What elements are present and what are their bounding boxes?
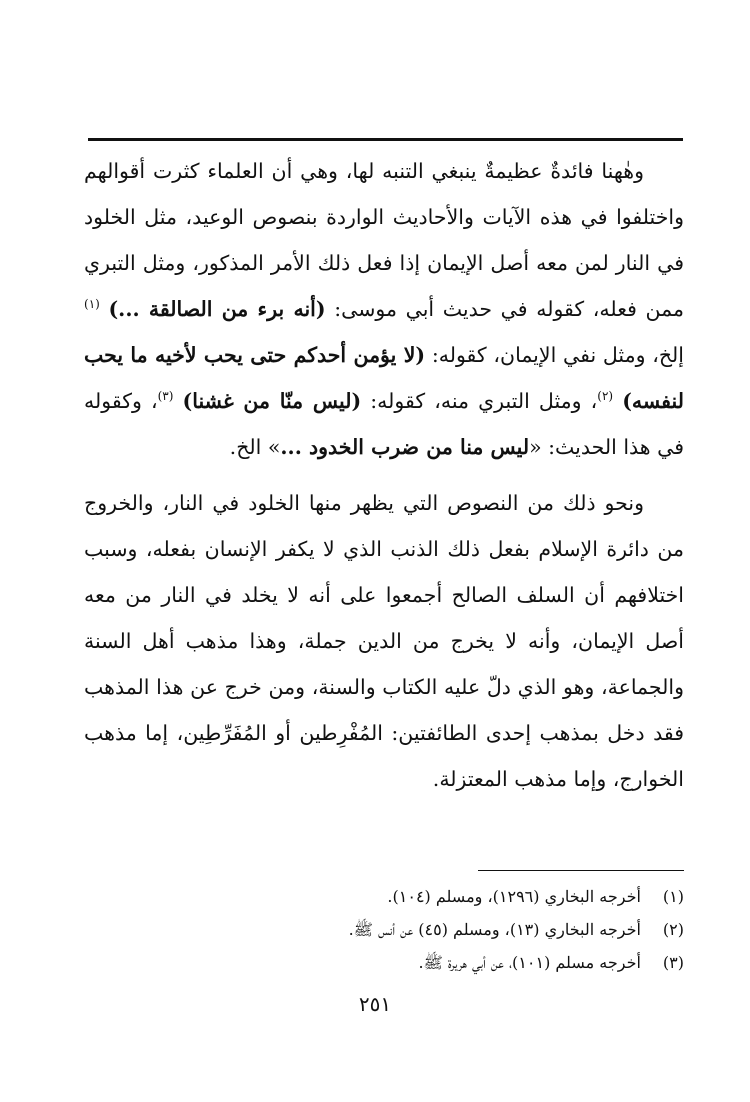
footnotes <box>200 880 684 979</box>
footnote-ref: (٣) <box>157 389 174 404</box>
footnote-text: أخرجه البخاري (١٢٩٦)، ومسلم (١٠٤). <box>387 887 641 906</box>
footnote-text: أخرجه مسلم (١٠١)، عن أبي هريرة ﷺ. <box>418 953 641 972</box>
top-rule <box>88 138 683 141</box>
footnote-text: أخرجه البخاري (١٣)، ومسلم (٤٥) عن أنس ﷺ. <box>348 920 641 939</box>
footnote-ref: (١) <box>84 297 100 312</box>
hadith-quote: (أنه برء من الصالقة ...) <box>108 297 326 321</box>
paragraph-1 <box>84 148 684 470</box>
footnote-number: (٢) <box>662 920 684 939</box>
footnote-number: (٣) <box>662 953 684 972</box>
text-segment: وهٰهنا فائدةٌ عظيمةٌ ينبغي التنبه لها، وهي أن العلماء كثرت أقوالهم واختلفوا في هذه الآيات والأحاديث الواردة بنصوص الوعيد، مثل الخلود في النار لمن معه أصل الإيمان إذا فعل ذلك الأمر المذكور، ومثل التبري ممن فعله، كقوله في حديث أبي موسى: <box>84 159 684 321</box>
hadith-quote: (لا يؤمن أحدكم حتى يحب لأخيه ما يحب لنفسه) <box>84 343 684 413</box>
text-segment: إلخ، ومثل نفي الإيمان، كقوله: <box>425 343 684 367</box>
body-text <box>84 148 684 802</box>
footnote-item <box>200 946 684 979</box>
footnote-ref: (٢) <box>597 389 614 404</box>
footnote-number: (١) <box>662 887 684 906</box>
text-segment: ، ومثل التبري منه، كقوله: <box>361 389 598 413</box>
text-segment: » الخ. <box>229 435 281 459</box>
hadith-quote: ليس منا من ضرب الخدود ... <box>280 435 530 459</box>
page-number: ٢٥١ <box>358 992 392 1016</box>
paragraph-2: ونحو ذلك من النصوص التي يظهر منها الخلود في النار، والخروج من دائرة الإسلام بفعل ذلك الذنب الذي لا يكفر الإنسان بفعله، وسبب اختلافهم أن السلف الصالح أجمعوا على أنه لا يخلد في النار من معه أصل الإيمان، وأنه لا يخرج من الدين جملة، وهذا مذهب أهل السنة والجماعة، وهو الذي دلّ عليه الكتاب والسنة، ومن خرج عن هذا المذهب فقد دخل بمذهب إحدى الطائفتين: المُفْرِطين أو المُفَرِّطِين، إما مذهب الخوارج، وإما مذهب المعتزلة. <box>84 491 684 791</box>
footnote-rule <box>478 870 684 871</box>
footnote-item <box>200 880 684 913</box>
footnote-item <box>200 913 684 946</box>
hadith-quote: (ليس منّا من غشنا) <box>182 389 362 413</box>
text-segment: ، وكقوله في هذا الحديث: « <box>84 389 684 459</box>
